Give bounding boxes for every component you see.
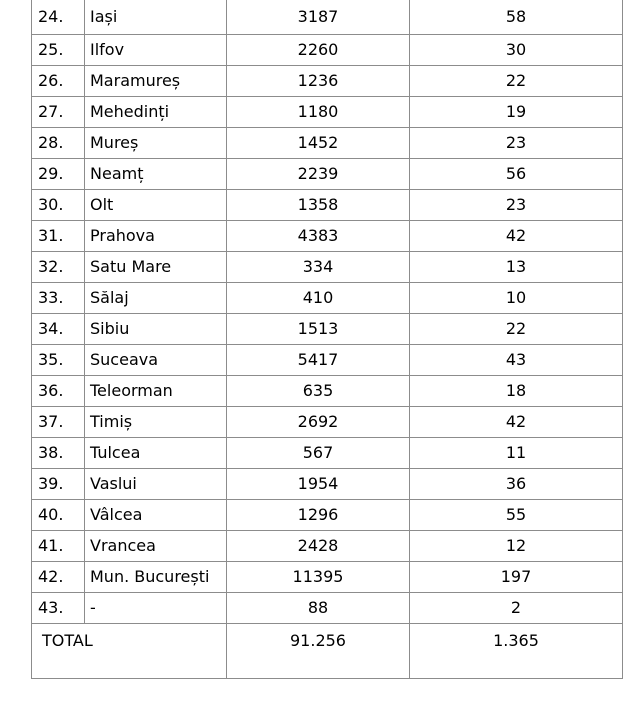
county-name: Timiș [85,407,227,438]
county-name: Maramureș [85,66,227,97]
row-count: 22 [410,314,623,345]
table-row [32,500,623,531]
row-value: 2692 [227,407,410,438]
table-row [32,159,623,190]
row-value: 1296 [227,500,410,531]
row-number: 42. [32,562,85,593]
county-name: Mun. București [85,562,227,593]
row-count: 22 [410,66,623,97]
row-number: 24. [32,0,85,35]
table-row [32,314,623,345]
row-value: 410 [227,283,410,314]
row-value: 5417 [227,345,410,376]
county-name: Vaslui [85,469,227,500]
total-row [32,624,623,679]
row-value: 567 [227,438,410,469]
row-count: 12 [410,531,623,562]
row-number: 26. [32,66,85,97]
row-count: 43 [410,345,623,376]
row-count: 36 [410,469,623,500]
county-name: Mehedinți [85,97,227,128]
county-name: Neamț [85,159,227,190]
table-row [32,469,623,500]
county-name: - [85,593,227,624]
row-count: 11 [410,438,623,469]
row-number: 36. [32,376,85,407]
row-number: 38. [32,438,85,469]
row-number: 37. [32,407,85,438]
row-value: 1236 [227,66,410,97]
row-value: 2239 [227,159,410,190]
table-row [32,190,623,221]
county-name: Iași [85,0,227,35]
row-value: 2260 [227,35,410,66]
row-value: 3187 [227,0,410,35]
table-row [32,252,623,283]
county-name: Suceava [85,345,227,376]
row-count: 18 [410,376,623,407]
table-row [32,345,623,376]
row-value: 1358 [227,190,410,221]
total-value: 91.256 [227,624,410,679]
row-value: 11395 [227,562,410,593]
row-count: 13 [410,252,623,283]
row-count: 2 [410,593,623,624]
total-count: 1.365 [410,624,623,679]
row-count: 23 [410,190,623,221]
row-value: 1513 [227,314,410,345]
row-number: 29. [32,159,85,190]
county-name: Vrancea [85,531,227,562]
table-row [32,407,623,438]
row-number: 27. [32,97,85,128]
row-count: 55 [410,500,623,531]
row-value: 1180 [227,97,410,128]
row-number: 33. [32,283,85,314]
row-value: 334 [227,252,410,283]
table-row [32,562,623,593]
row-number: 39. [32,469,85,500]
row-count: 58 [410,0,623,35]
county-name: Sălaj [85,283,227,314]
table-row [32,35,623,66]
county-name: Mureș [85,128,227,159]
row-number: 30. [32,190,85,221]
row-number: 28. [32,128,85,159]
row-number: 34. [32,314,85,345]
row-value: 635 [227,376,410,407]
total-label: TOTAL [32,624,227,679]
table-row [32,66,623,97]
county-name: Ilfov [85,35,227,66]
row-value: 1452 [227,128,410,159]
row-count: 19 [410,97,623,128]
row-count: 56 [410,159,623,190]
row-value: 1954 [227,469,410,500]
table-row [32,593,623,624]
table-row [32,128,623,159]
county-name: Tulcea [85,438,227,469]
row-value: 4383 [227,221,410,252]
table-row [32,0,623,35]
county-name: Olt [85,190,227,221]
table-row [32,438,623,469]
row-count: 42 [410,221,623,252]
row-number: 25. [32,35,85,66]
county-name: Vâlcea [85,500,227,531]
row-value: 88 [227,593,410,624]
row-count: 23 [410,128,623,159]
county-data-table [31,0,623,679]
row-count: 10 [410,283,623,314]
row-number: 41. [32,531,85,562]
county-name: Satu Mare [85,252,227,283]
table-row [32,376,623,407]
row-value: 2428 [227,531,410,562]
row-number: 32. [32,252,85,283]
county-name: Teleorman [85,376,227,407]
table-row [32,221,623,252]
row-count: 30 [410,35,623,66]
county-name: Prahova [85,221,227,252]
row-number: 40. [32,500,85,531]
row-count: 42 [410,407,623,438]
row-count: 197 [410,562,623,593]
table-body [32,0,623,679]
table-row [32,531,623,562]
row-number: 43. [32,593,85,624]
table-row [32,283,623,314]
table-row [32,97,623,128]
county-name: Sibiu [85,314,227,345]
row-number: 35. [32,345,85,376]
row-number: 31. [32,221,85,252]
